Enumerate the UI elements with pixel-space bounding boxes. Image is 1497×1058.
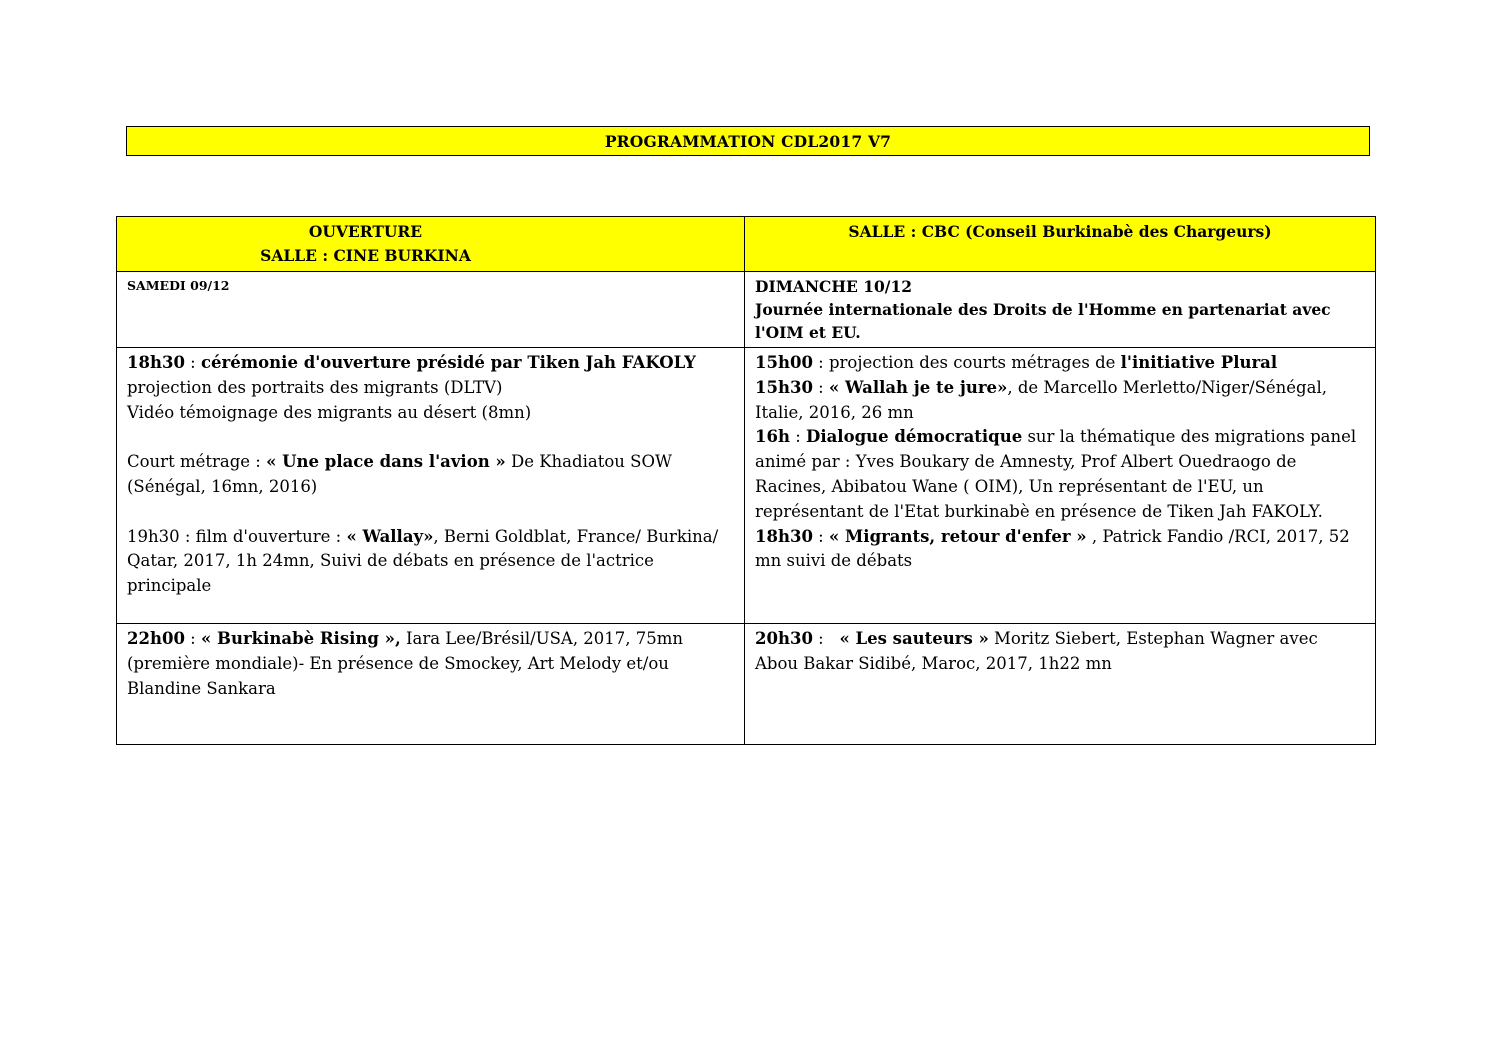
- header-cell-left: [117, 217, 745, 272]
- event-details: Iara Lee/Brésil/USA, 2017, 75mn (première mondiale)- En présence de Smockey, Art Melody et/ou Blandine Sankara: [127, 629, 684, 698]
- schedule-cell-right-1: [745, 348, 1376, 624]
- event-sep: :: [184, 353, 201, 372]
- event-les-sauteurs: [755, 627, 1365, 677]
- event-opening-film: [127, 525, 734, 599]
- event-title: « Une place dans l'avion »: [266, 452, 506, 472]
- event-plural: [755, 351, 1365, 376]
- event-sep: :: [184, 629, 201, 648]
- event-time: 18h30: [127, 353, 185, 372]
- event-wallah: [755, 376, 1365, 426]
- event-time: 16h: [755, 427, 790, 447]
- event-sep: :: [812, 377, 829, 397]
- event-details: , Patrick Fandio /RCI, 2017, 52 mn suivi de débats: [755, 526, 1350, 571]
- event-time: 18h30: [755, 526, 813, 546]
- event-time: 15h30: [755, 377, 813, 397]
- event-title: « Migrants, retour d'enfer »: [828, 526, 1087, 546]
- schedule-row-1: [117, 348, 1376, 624]
- event-title: cérémonie d'ouverture présidé par Tiken Jah FAKOLY: [200, 353, 696, 372]
- header-left-line1: OUVERTURE: [308, 222, 423, 241]
- event-migrants: [755, 525, 1365, 575]
- schedule-row-2: [117, 624, 1376, 745]
- event-burkinabe-rising: [127, 627, 734, 701]
- event-details: , de Marcello Merletto/Niger/Sénégal, Italie, 2016, 26 mn: [755, 377, 1327, 422]
- event-dialogue: [755, 425, 1365, 524]
- event-title: « Wallah je te jure»: [828, 377, 1008, 397]
- document-title: PROGRAMMATION CDL2017 V7: [126, 126, 1370, 156]
- header-right: SALLE : CBC (Conseil Burkinabè des Chargeurs): [848, 222, 1272, 241]
- event-title: « Wallay»: [346, 526, 434, 546]
- event-time: 22h00: [127, 629, 185, 648]
- header-cell-right: [745, 217, 1376, 272]
- event-details: De Khadiatou SOW (Sénégal, 16mn, 2016): [127, 452, 672, 496]
- day-right-date: DIMANCHE 10/12: [755, 277, 913, 296]
- event-line: projection des portraits des migrants (DLTV): [127, 377, 503, 397]
- event-short-film: [127, 450, 734, 500]
- day-left: SAMEDI 09/12: [127, 278, 230, 293]
- spacer: [127, 500, 734, 525]
- schedule-cell-left-2: [117, 624, 745, 745]
- event-prefix: 19h30 : film d'ouverture :: [127, 526, 347, 546]
- event-details: sur la thématique des migrations panel animé par : Yves Boukary de Amnesty, Prof Albert Ouedraogo de Racines, Abibatou Wane ( OIM), Un représentant de l'EU, un représentant de l'Etat burkinabè en présence de Tiken Jah FAKOLY.: [755, 427, 1357, 521]
- event-details: Moritz Siebert, Estephan Wagner avec Abou Bakar Sidibé, Maroc, 2017, 1h22 mn: [755, 629, 1318, 673]
- event-details: , Berni Goldblat, France/ Burkina/ Qatar, 2017, 1h 24mn, Suivi de débats en présence de l'actrice principale: [127, 526, 719, 596]
- event-details: : projection des courts métrages de: [812, 353, 1121, 372]
- program-table: [116, 216, 1376, 745]
- event-sep: :: [812, 526, 829, 546]
- day-row: [117, 272, 1376, 348]
- event-title: l'initiative Plural: [1120, 353, 1278, 372]
- day-cell-left: [117, 272, 745, 348]
- event-sep: :: [812, 629, 840, 648]
- header-row: [117, 217, 1376, 272]
- event-title: « Les sauteurs »: [839, 629, 989, 648]
- spacer: [127, 425, 734, 450]
- event-title: « Burkinabè Rising »,: [200, 629, 401, 648]
- day-cell-right: [745, 272, 1376, 348]
- event-time: 20h30: [755, 629, 813, 648]
- schedule-cell-right-2: [745, 624, 1376, 745]
- event-sep: :: [789, 427, 807, 447]
- event-line: Vidéo témoignage des migrants au désert (8mn): [127, 402, 532, 422]
- day-right-subtitle: Journée internationale des Droits de l'Homme en partenariat avec l'OIM et EU.: [755, 300, 1331, 342]
- event-prefix: Court métrage :: [127, 452, 267, 472]
- event-time: 15h00: [755, 353, 813, 372]
- event-title: Dialogue démocratique: [806, 427, 1023, 447]
- event-opening-ceremony: [127, 351, 734, 376]
- header-left-line2: SALLE : CINE BURKINA: [260, 246, 471, 265]
- schedule-cell-left-1: [117, 348, 745, 624]
